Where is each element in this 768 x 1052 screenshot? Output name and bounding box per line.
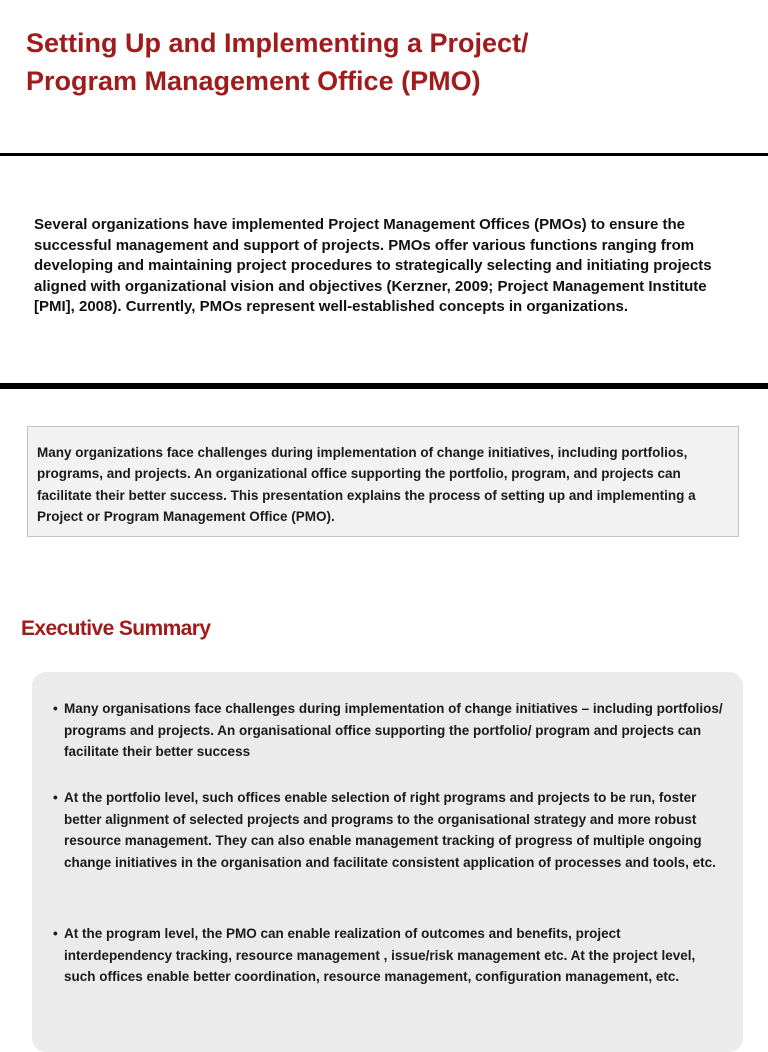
page-title-line-1: Setting Up and Implementing a Project/ [26, 28, 529, 58]
summary-item-text: At the program level, the PMO can enable realization of outcomes and benefits, project interdependency tracking, resource management , issue/risk management etc. At the project level, such offices enable better coordination, resource management, configuration management, etc. [64, 926, 696, 984]
summary-item-text: Many organisations face challenges during implementation of change initiatives – including portfolios/ programs and projects. An organisational office supporting the portfolio/ program and projects can facilitate their better success [64, 701, 723, 759]
intro-paragraph: Several organizations have implemented Project Management Offices (PMOs) to ensure the successful management and support of projects. PMOs offer various functions ranging from developing and maintaining project procedures to strategically selecting and initiating projects aligned with organizational vision and objectives (Kerzner, 2009; Project Management Institute [PMI], 2008). Currently, PMOs represent well-established concepts in organizations. [34, 216, 712, 316]
bullet-icon: • [53, 926, 58, 941]
executive-summary-heading: Executive Summary [21, 617, 211, 640]
abstract-box [27, 426, 739, 537]
page-title [26, 24, 746, 100]
summary-item-text: At the portfolio level, such offices enable selection of right programs and projects to be run, foster better alignment of selected projects and programs to the organisational strategy and more robust resource management. They can also enable management tracking of progress of multiple ongoing change initiatives in the organisation and facilitate consistent application of processes and tools, etc. [64, 790, 716, 870]
bullet-icon: • [53, 701, 58, 716]
page-title-line-2: Program Management Office (PMO) [26, 66, 481, 96]
bullet-icon: • [53, 790, 58, 805]
abstract-text: Many organizations face challenges during implementation of change initiatives, including portfolios, programs, and projects. An organizational office supporting the portfolio, program, and projects can facilitate their better success. This presentation explains the process of setting up and implementing a Project or Program Management Office (PMO). [37, 445, 696, 524]
executive-summary-panel [32, 672, 743, 1052]
section-divider [0, 383, 768, 389]
top-divider [0, 153, 768, 156]
